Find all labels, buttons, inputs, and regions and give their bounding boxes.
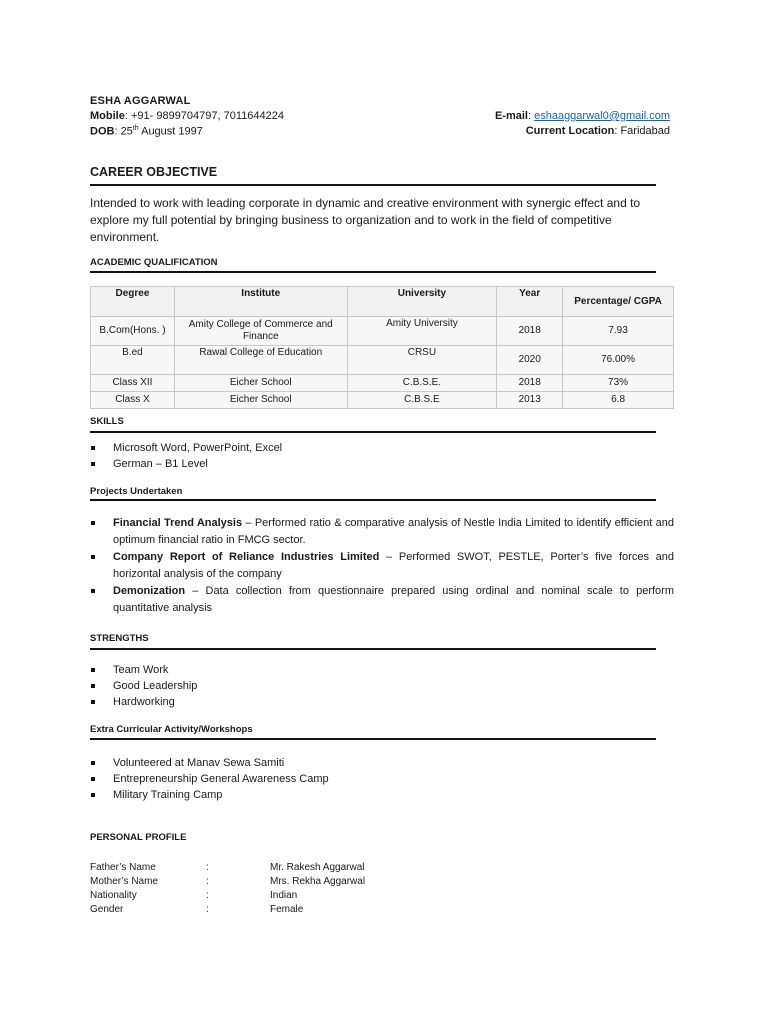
- dob-day: : 25: [114, 125, 133, 138]
- profile-sep: :: [206, 904, 209, 915]
- cell-percentage: 73%: [563, 375, 674, 392]
- profile-sep: :: [206, 862, 209, 873]
- list-item: Hardworking: [90, 694, 674, 710]
- list-item: Microsoft Word, PowerPoint, Excel: [90, 440, 674, 456]
- list-item: German – B1 Level: [90, 456, 674, 472]
- projects-divider: [90, 499, 656, 501]
- profile-row-nationality: [90, 889, 490, 903]
- project-desc: – Data collection from questionnaire prepared using ordinal and nominal scale to perform quantitative analysis: [113, 585, 674, 614]
- list-item: Volunteered at Manav Sewa Samiti: [90, 755, 674, 771]
- projects-list: [90, 515, 674, 617]
- career-divider: [90, 184, 656, 186]
- cell-institute: Rawal College of Education: [174, 346, 347, 375]
- strengths-divider: [90, 648, 656, 650]
- cell-percentage: 76.00%: [563, 346, 674, 375]
- list-item: Entrepreneurship General Awareness Camp: [90, 771, 674, 787]
- table-header-row: [91, 287, 674, 317]
- location-line: [526, 125, 670, 137]
- list-item: [90, 549, 674, 583]
- col-university: University: [347, 287, 497, 317]
- profile-value: Indian: [270, 890, 298, 901]
- strengths-list: [90, 662, 674, 710]
- project-desc: – Performed ratio & comparative analysis of Nestle India Limited to identify efficient and optimum financial ratio in FMCG sector.: [113, 517, 674, 546]
- cell-degree: Class X: [91, 392, 175, 409]
- cell-percentage: 6.8: [563, 392, 674, 409]
- profile-value: Female: [270, 904, 304, 915]
- resume-page: [90, 0, 674, 1024]
- skills-heading: SKILLS: [90, 416, 124, 427]
- table-row: [91, 375, 674, 392]
- mobile-line: [90, 110, 284, 122]
- col-degree: Degree: [91, 287, 175, 317]
- profile-label: Mother’s Name: [90, 876, 158, 887]
- career-objective-heading: CAREER OBJECTIVE: [90, 165, 218, 179]
- list-item: [90, 583, 674, 617]
- cell-institute: Amity College of Commerce and Finance: [174, 317, 347, 346]
- cell-degree: B.ed: [91, 346, 175, 375]
- cell-university: Amity University: [347, 317, 497, 346]
- cell-degree: B.Com(Hons. ): [91, 317, 175, 346]
- dob-label: DOB: [90, 125, 115, 138]
- academic-table: [90, 286, 674, 409]
- profile-value: Mrs. Rekha Aggarwal: [270, 876, 366, 887]
- col-institute: Institute: [174, 287, 347, 317]
- mobile-label: Mobile: [90, 110, 125, 122]
- academic-divider: [90, 271, 656, 273]
- email-link[interactable]: eshaaggarwal0@gmail.com: [534, 110, 670, 122]
- strengths-heading: STRENGTHS: [90, 633, 149, 644]
- skills-divider: [90, 431, 656, 433]
- cell-university: CRSU: [347, 346, 497, 375]
- location-value: : Faridabad: [614, 125, 670, 137]
- extra-curricular-heading: Extra Curricular Activity/Workshops: [90, 724, 253, 735]
- list-item: [90, 515, 674, 549]
- table-row: [91, 346, 674, 375]
- profile-row-mother: [90, 875, 490, 889]
- cell-year: 2018: [497, 317, 563, 346]
- extra-divider: [90, 738, 656, 740]
- profile-label: Nationality: [90, 890, 137, 901]
- profile-row-father: [90, 861, 490, 875]
- email-line: [495, 110, 670, 122]
- cell-percentage: 7.93: [563, 317, 674, 346]
- cell-university: C.B.S.E: [347, 392, 497, 409]
- skills-list: [90, 440, 674, 472]
- list-item: Military Training Camp: [90, 787, 674, 803]
- cell-institute: Eicher School: [174, 392, 347, 409]
- profile-sep: :: [206, 890, 209, 901]
- cell-year: 2013: [497, 392, 563, 409]
- mobile-value: : +91- 9899704797, 7011644224: [124, 110, 284, 122]
- personal-profile-heading: PERSONAL PROFILE: [90, 832, 187, 843]
- location-label: Current Location: [525, 125, 615, 137]
- cell-university: C.B.S.E.: [347, 375, 497, 392]
- dob-line: [90, 125, 203, 138]
- profile-label: Gender: [90, 904, 124, 915]
- project-title: Demonization: [113, 585, 186, 597]
- project-title: Financial Trend Analysis: [113, 517, 243, 529]
- table-row: [91, 317, 674, 346]
- email-label: E-mail: [494, 110, 528, 122]
- profile-row-gender: [90, 903, 490, 917]
- profile-sep: :: [206, 876, 209, 887]
- candidate-name: ESHA AGGARWAL: [90, 95, 191, 107]
- cell-degree: Class XII: [91, 375, 175, 392]
- cell-year: 2018: [497, 375, 563, 392]
- table-row: [91, 392, 674, 409]
- profile-value: Mr. Rakesh Aggarwal: [270, 862, 365, 873]
- col-year: Year: [497, 287, 563, 317]
- projects-heading: Projects Undertaken: [90, 486, 183, 497]
- project-title: Company Report of Reliance Industries Limited: [113, 551, 380, 563]
- dob-rest: August 1997: [138, 125, 203, 138]
- extra-list: [90, 755, 674, 803]
- cell-institute: Eicher School: [174, 375, 347, 392]
- dob-suffix: th: [132, 125, 139, 132]
- project-desc: – Performed SWOT, PESTLE, Porter’s five forces and horizontal analysis of the company: [113, 551, 675, 580]
- list-item: Good Leadership: [90, 678, 674, 694]
- cell-year: 2020: [497, 346, 563, 375]
- academic-heading: ACADEMIC QUALIFICATION: [90, 257, 218, 268]
- list-item: Team Work: [90, 662, 674, 678]
- col-percentage: Percentage/ CGPA: [563, 287, 674, 317]
- email-sep: :: [527, 110, 535, 122]
- profile-label: Father’s Name: [90, 862, 156, 873]
- career-objective-text: Intended to work with leading corporate in dynamic and creative environment with synergic effect and to explore my full potential by bringing business to organization and to work in the field of competitive environment.: [90, 196, 641, 244]
